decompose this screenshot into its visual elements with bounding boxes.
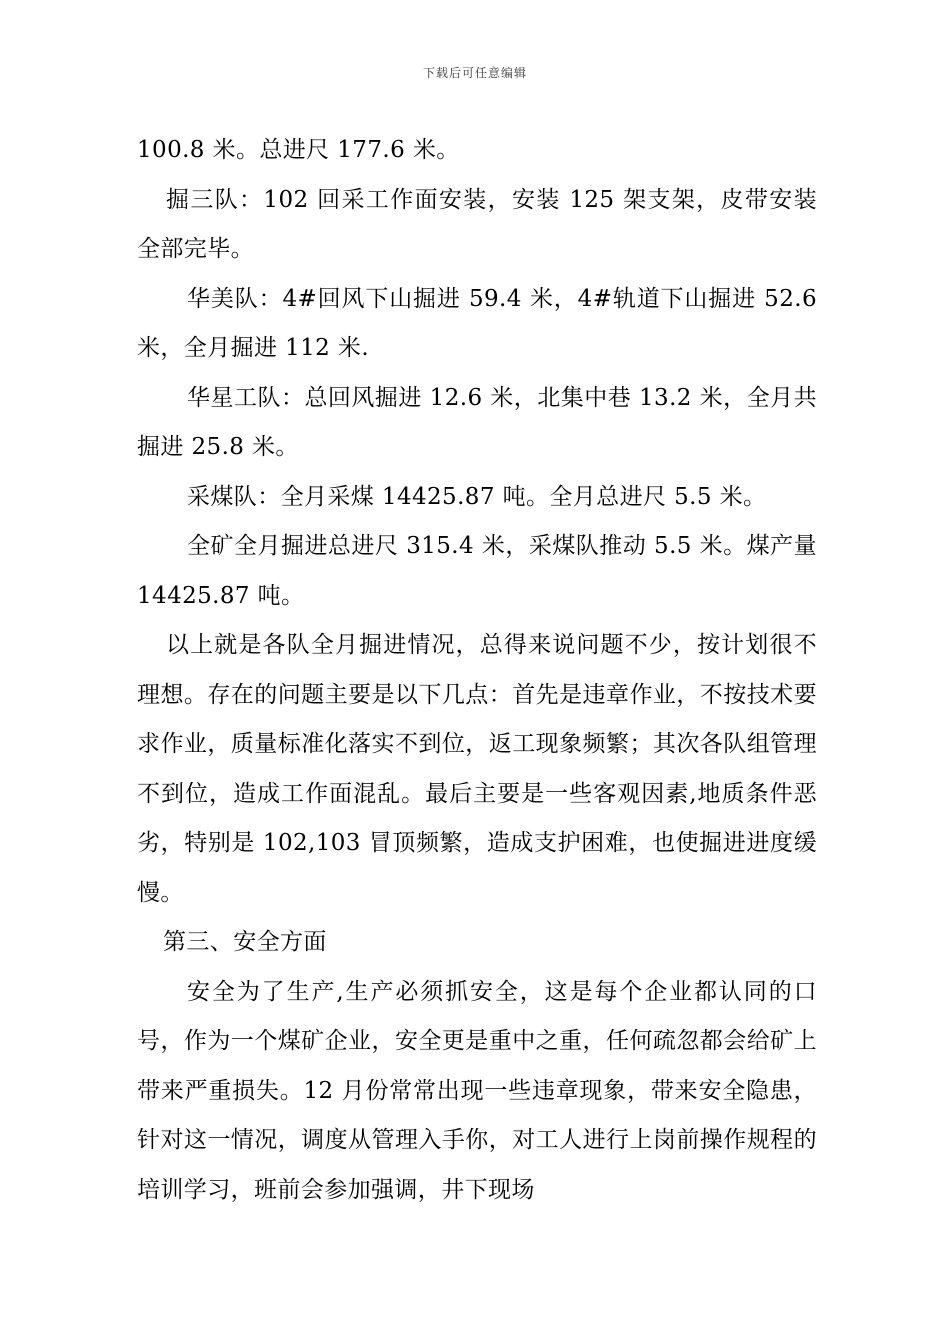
- paragraph-mine-summary: 全矿全月掘进总进尺 315.4 米，采煤队推动 5.5 米。煤产量 14425.87 吨。: [137, 533, 825, 609]
- section-heading-safety: 第三、安全方面: [163, 929, 327, 955]
- page-header: 下载后可任意编辑: [422, 66, 527, 80]
- paragraph-total-footage: 100.8 米。总进尺 177.6 米。: [137, 137, 460, 163]
- paragraph-huamei-team: 华美队：4#回风下山掘进 59.4 米，4#轨道下山掘进 52.6 米，全月掘进 112 米.: [137, 285, 825, 361]
- paragraph-safety: 安全为了生产,生产必须抓安全，这是每个企业都认同的口号，作为一个煤矿企业，安全更是重中之重，任何疏忽都会给矿上带来严重损失。12 月份常常出现一些违章现象，带来安全隐患，针对这一情况，调度从管理入手你，对工人进行上岗前操作规程的培训学习，班前会参加强调，井下现场: [137, 978, 817, 1203]
- document-body: [137, 126, 825, 1215]
- paragraph-team-3: 掘三队：102 回采工作面安装，安装 125 架支架，皮带安装全部完毕。: [137, 186, 817, 262]
- paragraph-problems: 以上就是各队全月掘进情况，总得来说问题不少，按计划很不理想。存在的问题主要是以下几点：首先是违章作业，不按技术要求作业，质量标准化落实不到位，返工现象频繁；其次各队组管理不到位，造成工作面混乱。最后主要是一些客观因素,地质条件恶劣，特别是 102,103 冒顶频繁，造成支护困难，也使掘进进度缓慢。: [137, 632, 817, 906]
- paragraph-huaxing-team: 华星工队：总回风掘进 12.6 米，北集中巷 13.2 米，全月共掘进 25.8 米。: [137, 384, 817, 460]
- paragraph-coal-mining-team: 采煤队：全月采煤 14425.87 吨。全月总进尺 5.5 米。: [187, 483, 767, 510]
